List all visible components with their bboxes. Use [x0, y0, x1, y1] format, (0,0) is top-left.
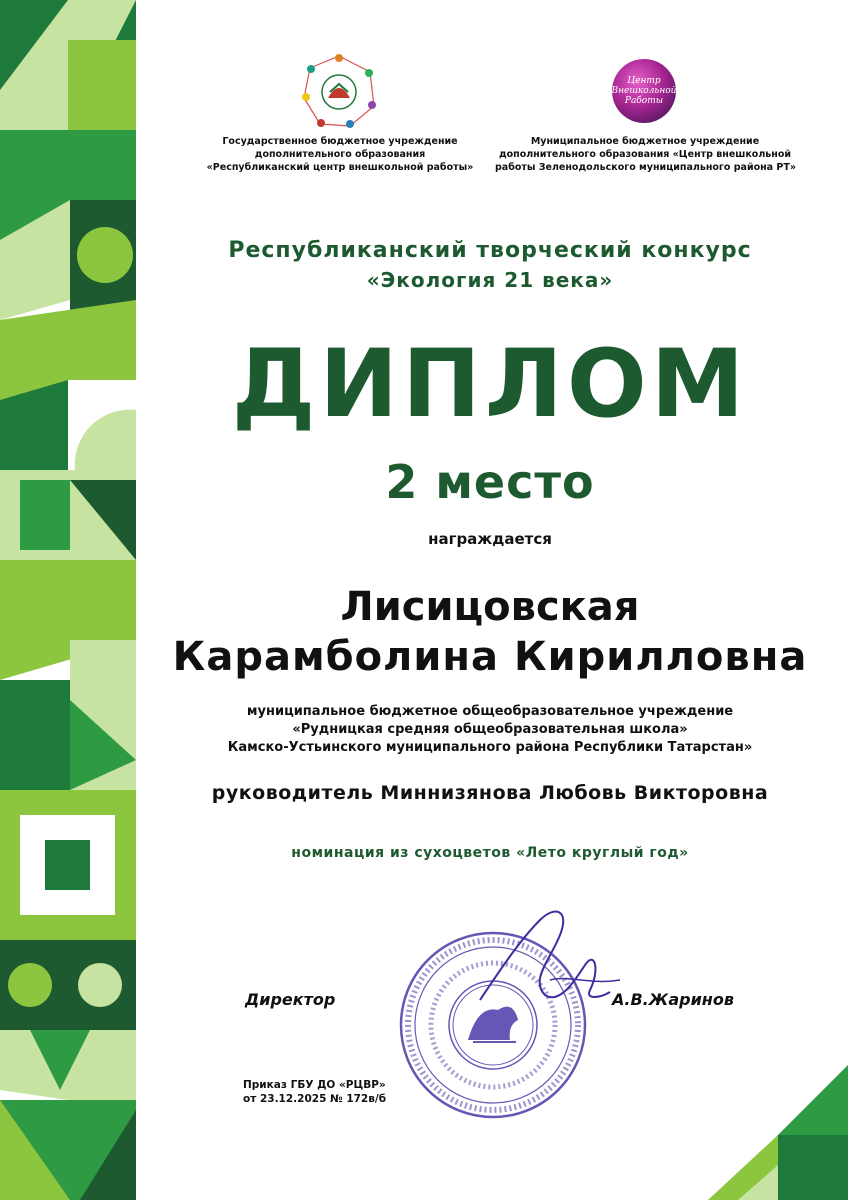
corner-decoration: [698, 1065, 848, 1200]
recipient-given-name: Карамболина Кирилловна: [172, 634, 808, 680]
order-line: Приказ ГБУ ДО «РЦВР»: [243, 1079, 386, 1091]
director-name: А.В.Жаринов: [612, 990, 734, 1009]
org-line: «Республиканский центр внешкольной работы»: [206, 162, 474, 173]
logo-text-line: Работы: [624, 96, 664, 106]
institution-line: «Рудницкая средняя общеобразовательная школа»: [292, 722, 688, 737]
org-line: дополнительного образования «Центр внешкольной: [498, 149, 792, 160]
order-line: от 23.12.2025 № 172в/б: [243, 1093, 387, 1105]
contest-name: «Экология 21 века»: [366, 268, 614, 292]
order-reference: [243, 1078, 386, 1106]
recipient-surname: Лисицовская: [340, 584, 640, 630]
logo-text-line: Центр: [627, 76, 661, 86]
director-signature: [460, 880, 630, 1050]
nomination: номинация из сухоцветов «Лето круглый год»: [291, 845, 689, 861]
contest-title: Республиканский творческий конкурс: [228, 238, 752, 263]
diploma-title: ДИПЛОМ: [231, 330, 749, 439]
rcvr-emblem-logo: [300, 52, 378, 130]
org-line: работы Зеленодольского муниципального района РТ»: [495, 162, 796, 173]
cvr-zelenodolsk-logo: [611, 58, 677, 124]
institution-line: муниципальное бюджетное общеобразовательное учреждение: [246, 704, 734, 719]
left-organization-caption: [190, 135, 490, 174]
logo-text-line: Внешкольной: [611, 86, 677, 96]
supervisor: руководитель Миннизянова Любовь Викторовна: [211, 782, 769, 804]
org-line: Государственное бюджетное учреждение: [222, 136, 458, 147]
director-label: Директор: [245, 990, 336, 1009]
org-line: дополнительного образования: [254, 149, 426, 160]
place-award: 2 место: [385, 455, 595, 509]
institution-line: Камско-Устьинского муниципального района Республики Татарстан»: [227, 740, 753, 755]
decorative-side-band: [0, 0, 136, 1200]
right-organization-caption: [495, 135, 795, 174]
org-line: Муниципальное бюджетное учреждение: [530, 136, 760, 147]
awarded-label: награждается: [428, 530, 552, 548]
